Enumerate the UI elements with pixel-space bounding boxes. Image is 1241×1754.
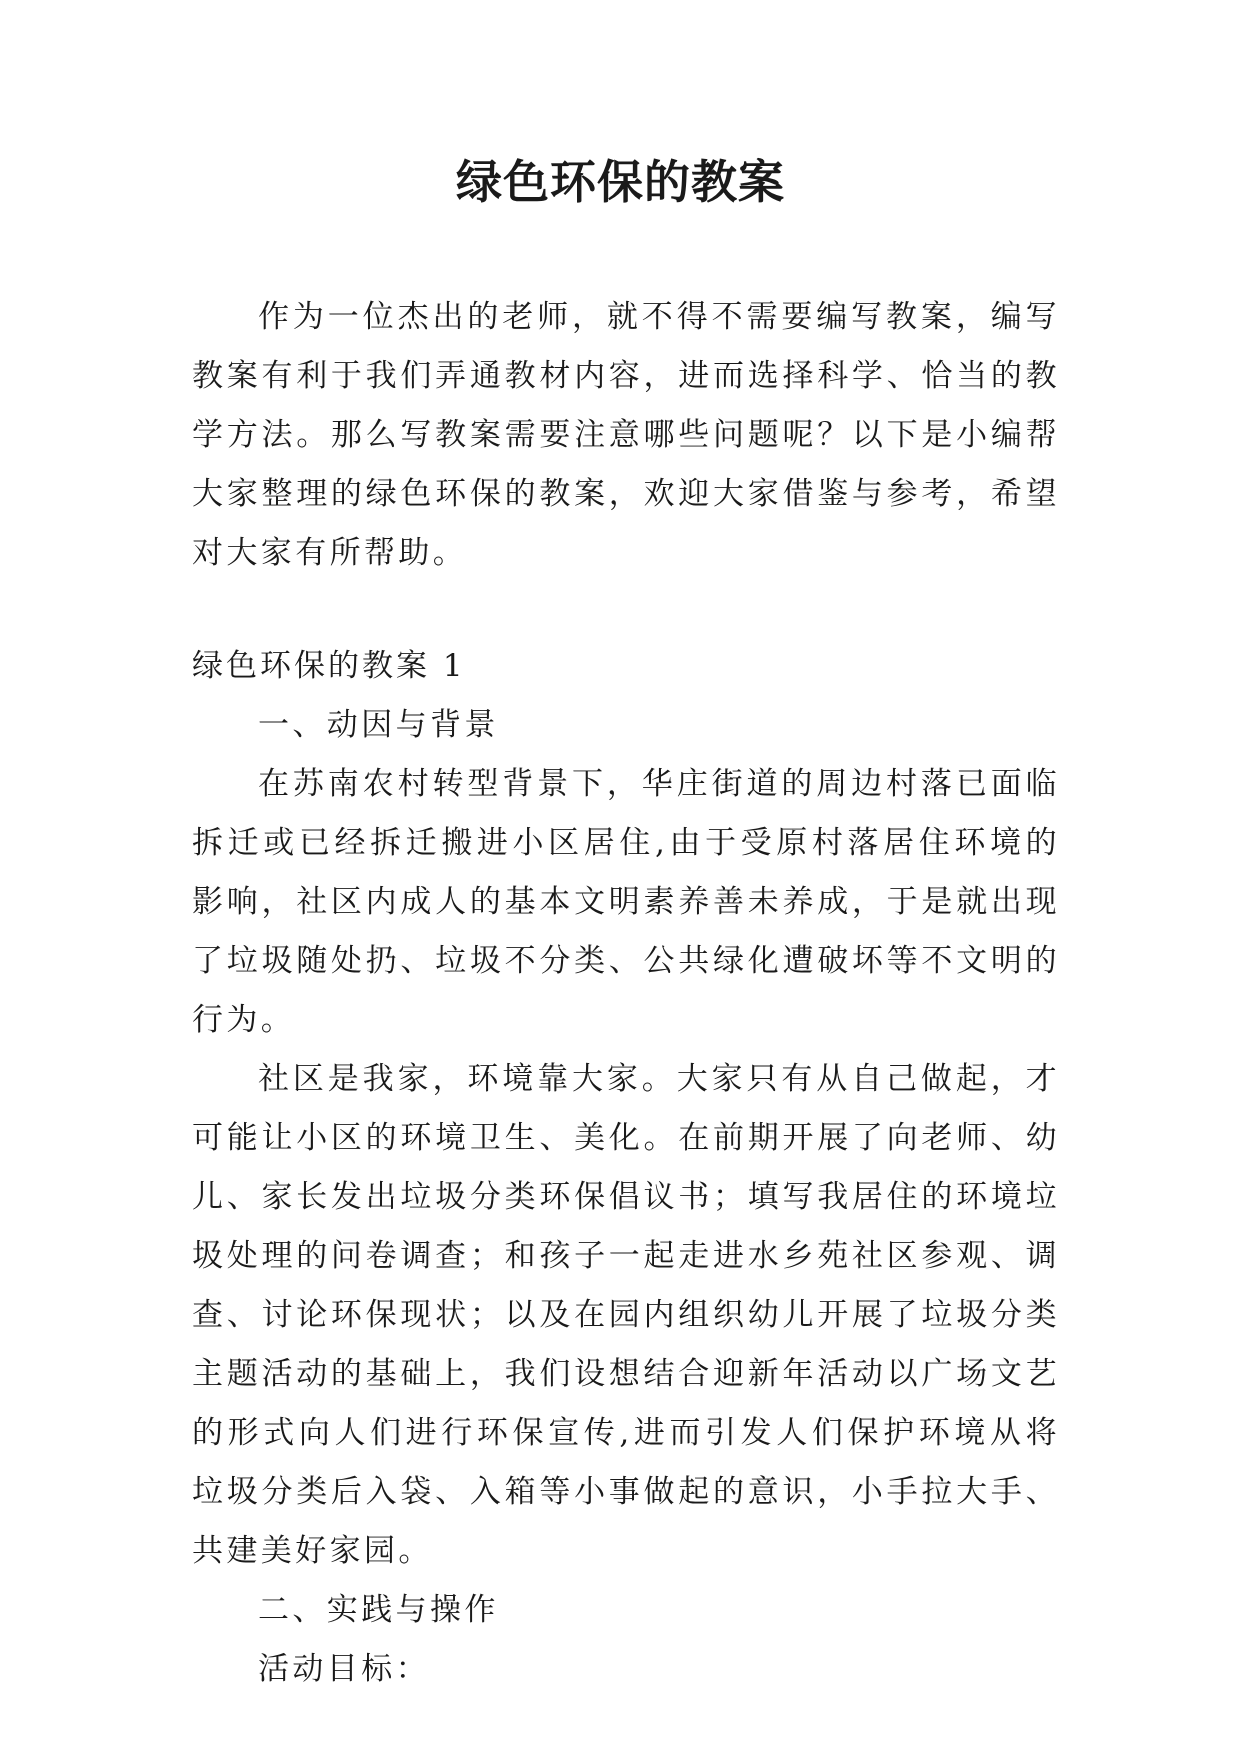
heading-activity-goals: 活动目标： bbox=[258, 1651, 430, 1687]
section-title: 绿色环保的教案 1 bbox=[192, 648, 466, 684]
heading-practice: 二、实践与操作 bbox=[258, 1592, 499, 1628]
intro-block bbox=[192, 288, 1060, 583]
paragraph-community: 社区是我家，环境靠大家。大家只有从自己做起，才可能让小区的环境卫生、美化。在前期开展了向老师、幼儿、家长发出垃圾分类环保倡议书；填写我居住的环境垃圾处理的问卷调查；和孩子一起走进水乡苑社区参观、调查、讨论环保现状；以及在园内组织幼儿开展了垃圾分类主题活动的基础上，我们设想结合迎新年活动以广场文艺的形式向人们进行环保宣传,进而引发人们保护环境从将垃圾分类后入袋、入箱等小事做起的意识，小手拉大手、共建美好家园。 bbox=[192, 1061, 1060, 1569]
intro-paragraph: 作为一位杰出的老师，就不得不需要编写教案，编写教案有利于我们弄通教材内容，进而选择科学、恰当的教学方法。那么写教案需要注意哪些问题呢？以下是小编帮大家整理的绿色环保的教案，欢迎大家借鉴与参考，希望对大家有所帮助。 bbox=[192, 299, 1060, 571]
lesson-section-1 bbox=[192, 637, 1060, 1699]
page-title: 绿色环保的教案 bbox=[456, 155, 785, 209]
heading-motivation: 一、动因与背景 bbox=[258, 707, 499, 743]
paragraph-background: 在苏南农村转型背景下，华庄街道的周边村落已面临拆迁或已经拆迁搬进小区居住,由于受原村落居住环境的影响，社区内成人的基本文明素养善未养成，于是就出现了垃圾随处扔、垃圾不分类、公共绿化遭破坏等不文明的行为。 bbox=[192, 766, 1060, 1038]
